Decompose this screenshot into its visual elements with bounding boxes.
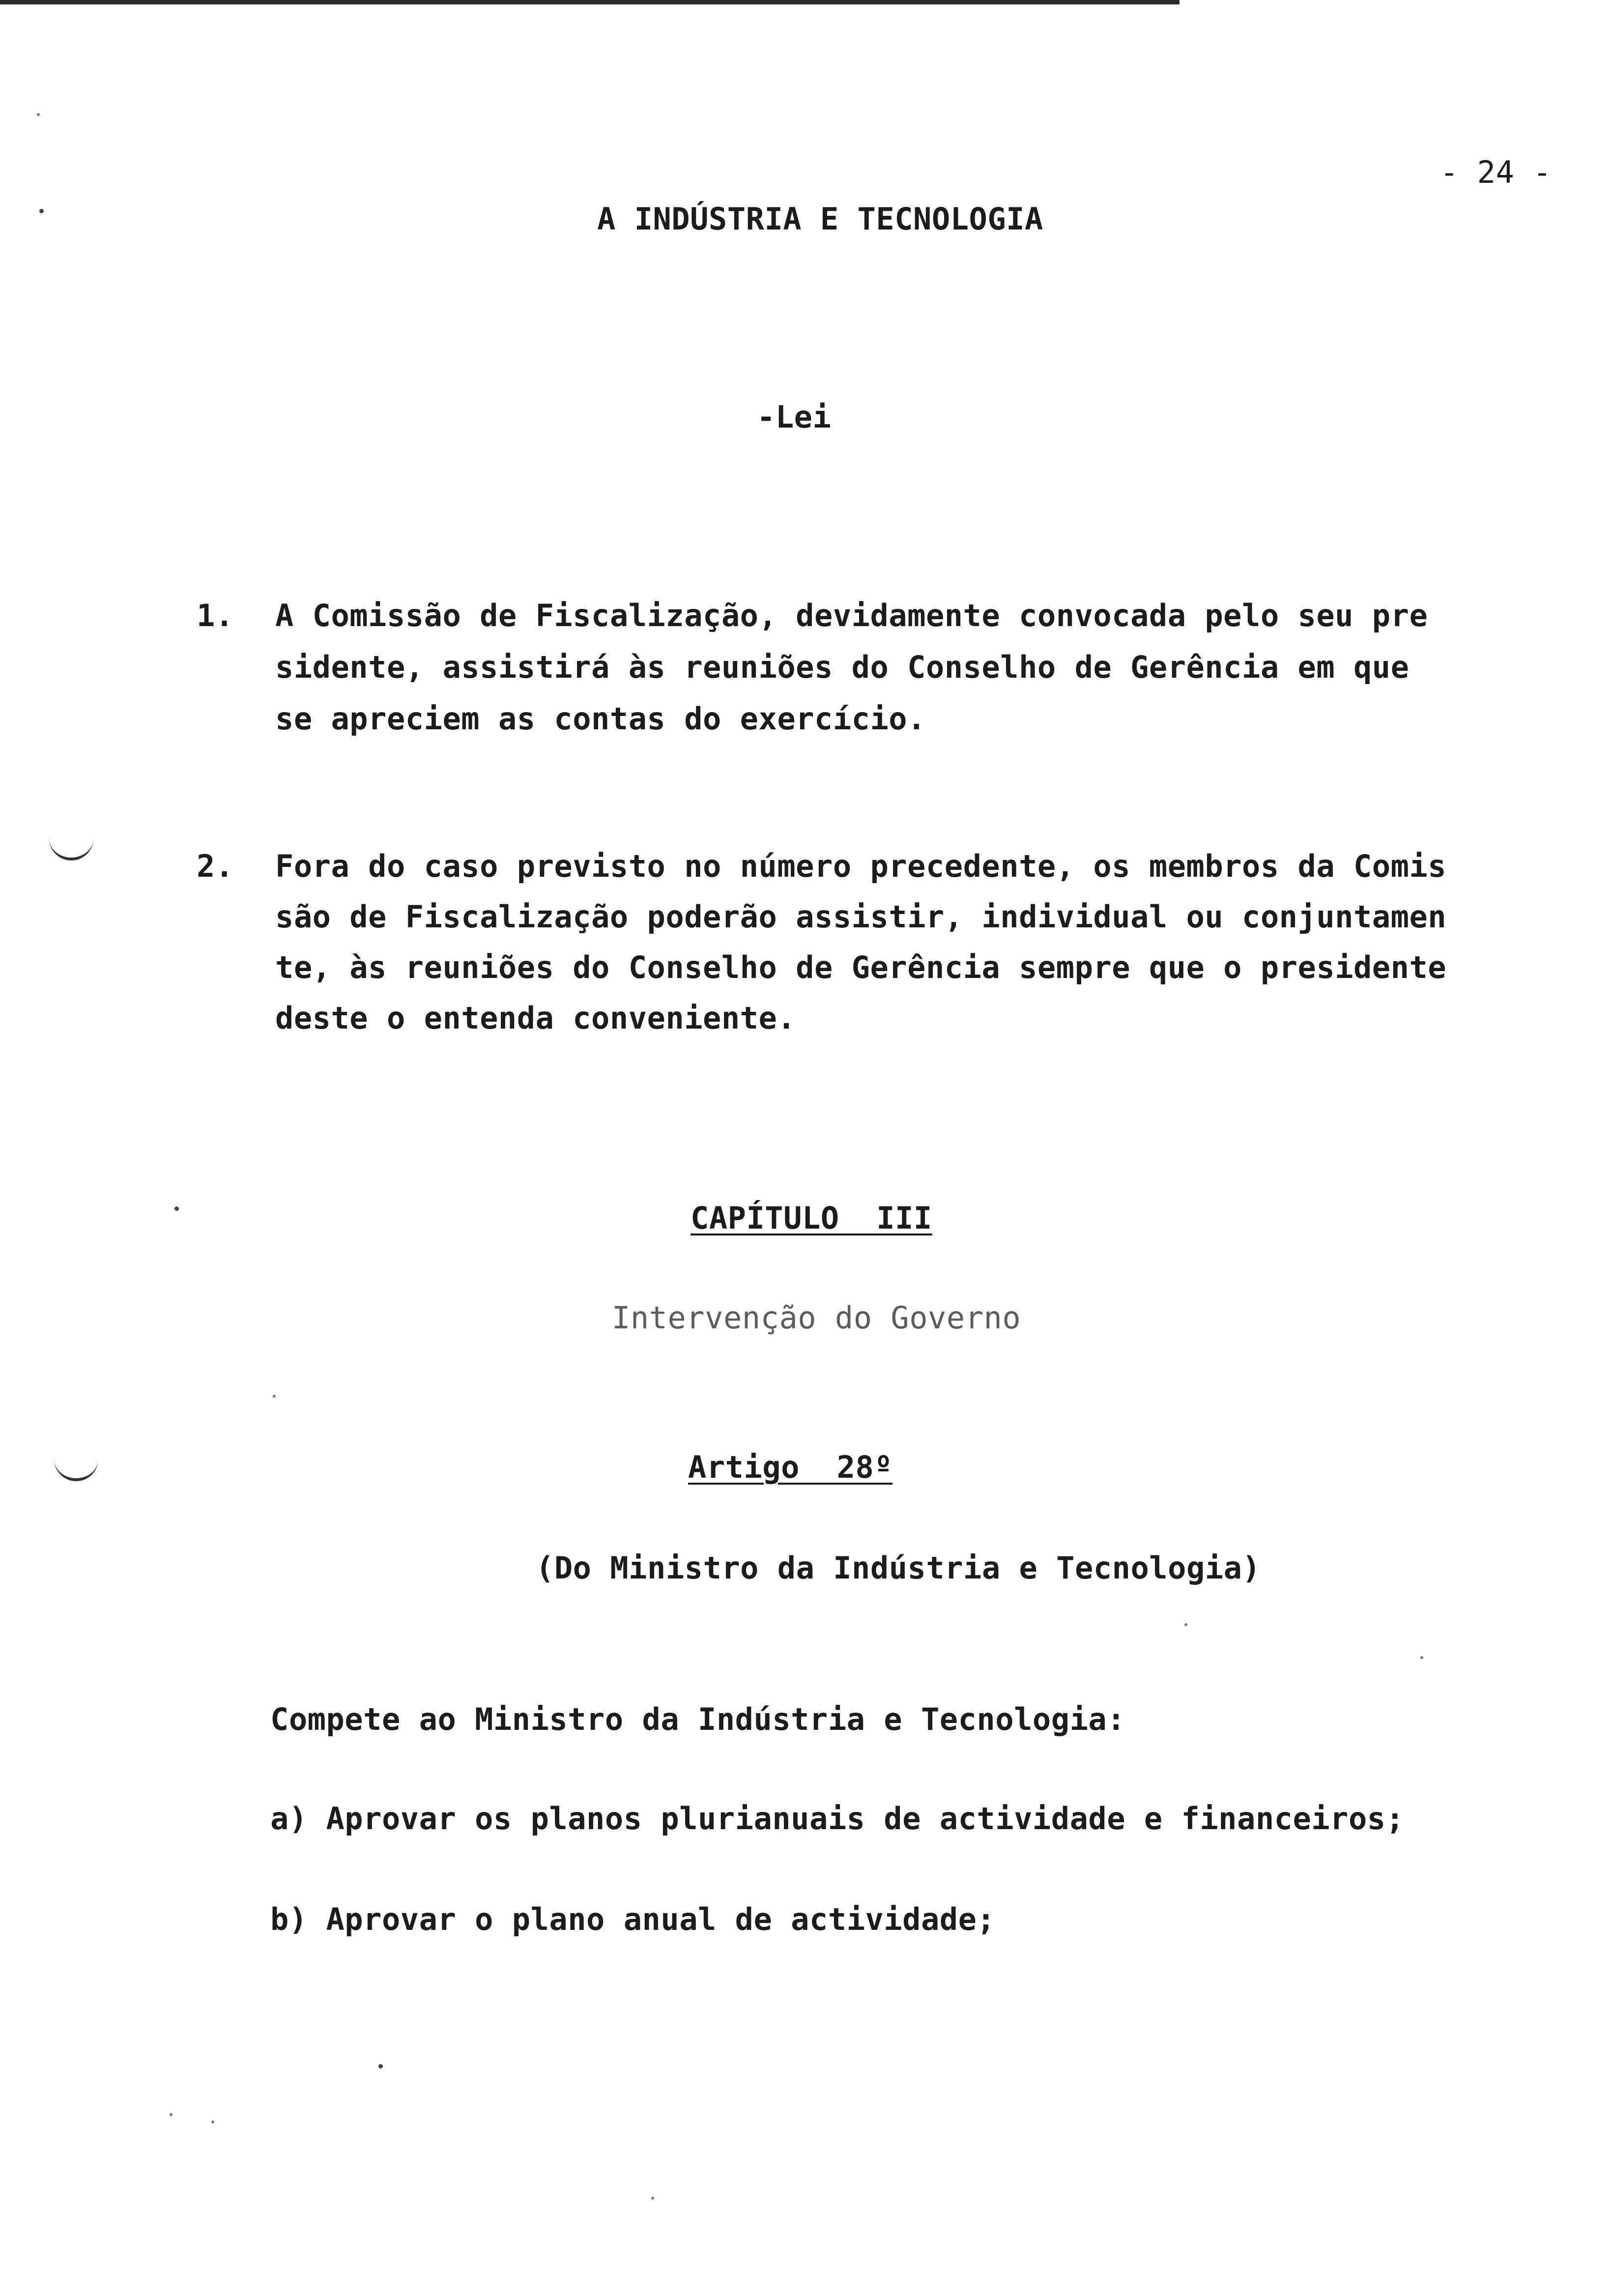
article-item: b) Aprovar o plano anual de actividade; bbox=[270, 1901, 996, 1937]
article-item: a) Aprovar os planos plurianuais de actividade e financeiros; bbox=[270, 1801, 1405, 1837]
clause-line: são de Fiscalização poderão assistir, individual ou conjuntamen bbox=[275, 899, 1447, 935]
scan-speck bbox=[211, 2121, 214, 2124]
running-title: A INDÚSTRIA E TECNOLOGIA bbox=[597, 201, 1043, 237]
scan-speck bbox=[1184, 1623, 1187, 1626]
clause-line: deste o entenda conveniente. bbox=[275, 1000, 796, 1036]
top-scan-rule bbox=[0, 0, 1180, 4]
clause-line: sidente, assistirá às reuniões do Conselho de Gerência em que bbox=[275, 649, 1410, 685]
section-marker: -Lei bbox=[757, 399, 832, 435]
chapter-subtitle: Intervenção do Governo bbox=[612, 1300, 1021, 1336]
chapter-heading: CAPÍTULO III bbox=[691, 1200, 932, 1236]
scan-speck bbox=[170, 2113, 173, 2116]
scan-speck bbox=[37, 113, 40, 116]
scan-speck bbox=[651, 2197, 654, 2200]
scan-arc-mark bbox=[49, 838, 93, 861]
scan-speck bbox=[378, 2064, 383, 2068]
clause-line: te, às reuniões do Conselho de Gerência sempre que o presidente bbox=[275, 949, 1447, 985]
article-intro: Compete ao Ministro da Indústria e Tecnologia: bbox=[270, 1701, 1126, 1737]
clause-line: Fora do caso previsto no número precedente, os membros da Comis bbox=[275, 848, 1447, 884]
page-number: - 24 - bbox=[1440, 154, 1552, 190]
article-heading: Artigo 28º bbox=[688, 1449, 893, 1485]
scan-arc-mark bbox=[54, 1459, 98, 1481]
article-subtitle: (Do Ministro da Indústria e Tecnologia) bbox=[536, 1550, 1261, 1586]
scan-speck bbox=[39, 209, 44, 213]
clause-number: 2. bbox=[197, 848, 234, 884]
clause-line: se apreciem as contas do exercício. bbox=[275, 701, 926, 737]
clause-line: A Comissão de Fiscalização, devidamente convocada pelo seu pre bbox=[275, 598, 1428, 633]
scan-speck bbox=[174, 1206, 179, 1211]
scan-speck bbox=[273, 1395, 276, 1398]
clause-number: 1. bbox=[197, 598, 234, 633]
scan-speck bbox=[1420, 1656, 1423, 1659]
